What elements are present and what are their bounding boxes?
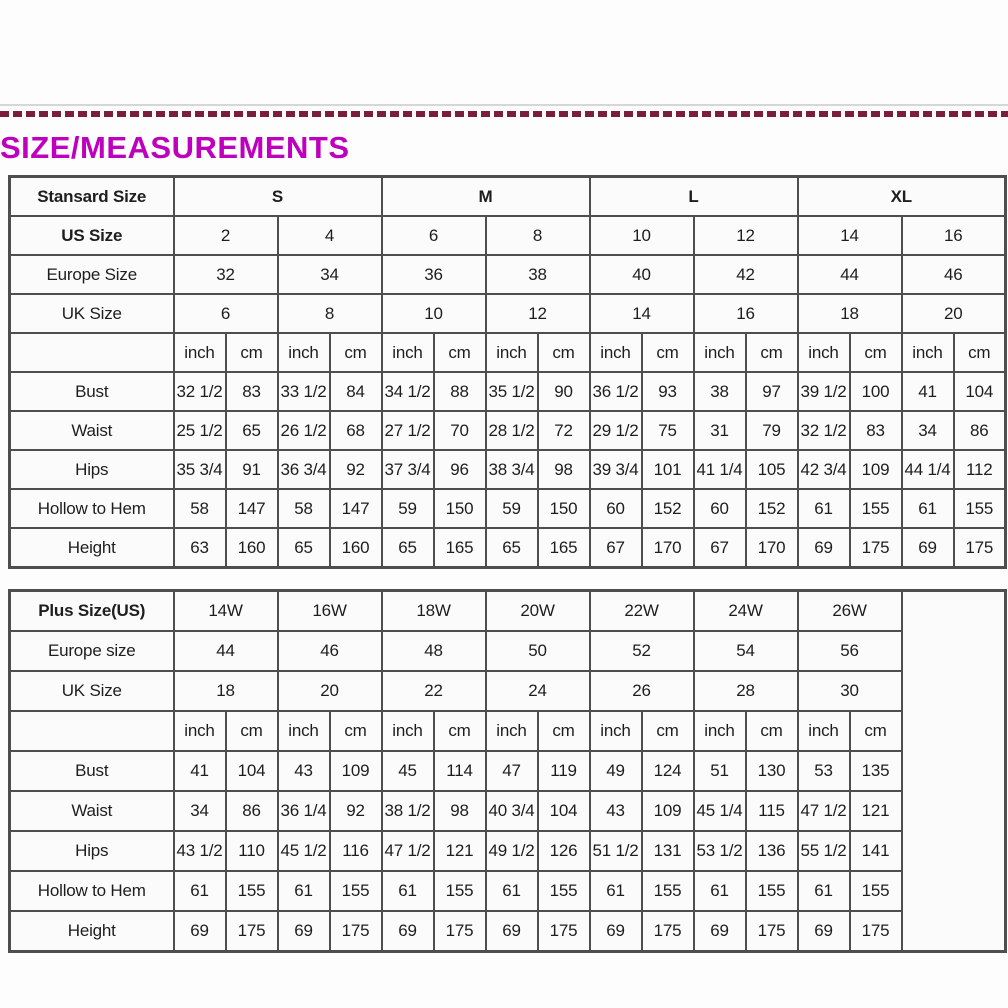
table-cell: 33 1/2: [278, 372, 330, 411]
table-cell: 40 3/4: [486, 791, 538, 831]
table-cell: 14: [798, 216, 902, 255]
table-cell: inch: [798, 333, 850, 372]
table-cell: cm: [226, 711, 278, 751]
table-cell: 68: [330, 411, 382, 450]
table-cell: 65: [226, 411, 278, 450]
table-cell: 109: [850, 450, 902, 489]
table-cell: 8: [278, 294, 382, 333]
table-cell: 92: [330, 450, 382, 489]
page-title: SIZE/MEASUREMENTS: [0, 130, 350, 165]
table-cell: 36 1/2: [590, 372, 642, 411]
table-cell: 60: [590, 489, 642, 528]
table-cell: 150: [538, 489, 590, 528]
table-cell: cm: [642, 333, 694, 372]
table-cell: 119: [538, 751, 590, 791]
table-cell: cm: [746, 711, 798, 751]
table-cell: 110: [226, 831, 278, 871]
table-cell: 61: [798, 871, 850, 911]
row-label: Hips: [10, 450, 174, 489]
table-cell: 8: [486, 216, 590, 255]
table-cell: 32 1/2: [798, 411, 850, 450]
table-cell: 34 1/2: [382, 372, 434, 411]
table-cell: 46: [902, 255, 1006, 294]
table-cell: 147: [330, 489, 382, 528]
table-cell: 155: [434, 871, 486, 911]
table-cell: 54: [694, 631, 798, 671]
table-cell: 38: [486, 255, 590, 294]
table-cell: cm: [330, 711, 382, 751]
table-cell: 4: [278, 216, 382, 255]
plus-size-table: [8, 589, 1007, 953]
table-cell: 42 3/4: [798, 450, 850, 489]
table-cell: 175: [746, 911, 798, 952]
table-cell: 40: [590, 255, 694, 294]
table-cell: 141: [850, 831, 902, 871]
table-row-europe-size: [10, 255, 1006, 294]
table-cell: 135: [850, 751, 902, 791]
table-cell: 155: [850, 871, 902, 911]
table-cell: 18: [798, 294, 902, 333]
table-cell: 61: [382, 871, 434, 911]
table-cell: 47 1/2: [798, 791, 850, 831]
table-cell: 124: [642, 751, 694, 791]
table-cell: 12: [694, 216, 798, 255]
table-cell: 84: [330, 372, 382, 411]
table-gap: [0, 569, 1008, 589]
table-cell: 14: [590, 294, 694, 333]
table-cell: 47: [486, 751, 538, 791]
table-cell: 175: [850, 528, 902, 568]
table-cell: 61: [486, 871, 538, 911]
table-cell: 170: [746, 528, 798, 568]
table-cell: 69: [694, 911, 746, 952]
table-cell: inch: [278, 711, 330, 751]
table-row-bust: [10, 372, 1006, 411]
table-cell: 18: [174, 671, 278, 711]
table-cell: 86: [226, 791, 278, 831]
table-cell: 61: [798, 489, 850, 528]
table-cell: 45 1/2: [278, 831, 330, 871]
table-cell: 43 1/2: [174, 831, 226, 871]
table-cell: 121: [434, 831, 486, 871]
table-cell: 6: [174, 294, 278, 333]
table-cell: 155: [954, 489, 1006, 528]
table-cell: 34: [174, 791, 226, 831]
table-cell: 91: [226, 450, 278, 489]
table-cell: 88: [434, 372, 486, 411]
table-cell: 41: [174, 751, 226, 791]
row-label: Europe Size: [10, 255, 174, 294]
table-row-us-size: [10, 216, 1006, 255]
table-cell: 86: [954, 411, 1006, 450]
table-cell: 65: [278, 528, 330, 568]
table-cell: 24: [486, 671, 590, 711]
table-row-waist: [10, 411, 1006, 450]
table-cell: 130: [746, 751, 798, 791]
table-cell: 61: [694, 871, 746, 911]
table-cell: 38 1/2: [382, 791, 434, 831]
table-cell: 47 1/2: [382, 831, 434, 871]
table-cell: 97: [746, 372, 798, 411]
row-label: Waist: [10, 411, 174, 450]
table-cell: 100: [850, 372, 902, 411]
table-cell: cm: [850, 333, 902, 372]
table-cell: 121: [850, 791, 902, 831]
table-cell: 96: [434, 450, 486, 489]
table-cell: 160: [330, 528, 382, 568]
table-cell: 25 1/2: [174, 411, 226, 450]
table-cell: 31: [694, 411, 746, 450]
table-cell: 56: [798, 631, 902, 671]
table-cell: inch: [902, 333, 954, 372]
table-cell: 115: [746, 791, 798, 831]
table-cell: 18W: [382, 591, 486, 632]
table-cell: 109: [330, 751, 382, 791]
row-label: Waist: [10, 791, 174, 831]
table-cell: 59: [382, 489, 434, 528]
table-cell: 90: [538, 372, 590, 411]
table-row-units: [10, 711, 1006, 751]
table-cell: 155: [642, 871, 694, 911]
table-cell: 35 1/2: [486, 372, 538, 411]
dashed-divider: [0, 111, 1008, 117]
table-cell: 44: [798, 255, 902, 294]
table-cell: 52: [590, 631, 694, 671]
table-cell: cm: [850, 711, 902, 751]
thin-divider: [0, 104, 1008, 106]
table-cell: 51 1/2: [590, 831, 642, 871]
table-cell: 37 3/4: [382, 450, 434, 489]
table-cell: 43: [590, 791, 642, 831]
table-cell: 136: [746, 831, 798, 871]
table-row-height: [10, 911, 1006, 952]
table-cell: 58: [174, 489, 226, 528]
table-cell: 41: [902, 372, 954, 411]
table-cell: inch: [278, 333, 330, 372]
table-cell: 59: [486, 489, 538, 528]
table-cell: 53: [798, 751, 850, 791]
table-cell: 55 1/2: [798, 831, 850, 871]
row-label: Hollow to Hem: [10, 489, 174, 528]
table-cell: 32: [174, 255, 278, 294]
table-cell: inch: [382, 711, 434, 751]
row-label: Stansard Size: [10, 177, 174, 217]
table-cell: 44: [174, 631, 278, 671]
table-row-hips: [10, 450, 1006, 489]
table-cell: L: [590, 177, 798, 217]
table-cell: 79: [746, 411, 798, 450]
table-cell: 26: [590, 671, 694, 711]
table-cell: cm: [746, 333, 798, 372]
table-row-uk-size: [10, 671, 1006, 711]
table-cell: inch: [486, 711, 538, 751]
table-cell: 147: [226, 489, 278, 528]
table-cell: 104: [538, 791, 590, 831]
table-cell: 72: [538, 411, 590, 450]
table-row-hollow-to-hem: [10, 871, 1006, 911]
table-cell: 155: [850, 489, 902, 528]
table-cell: 150: [434, 489, 486, 528]
table-cell: 60: [694, 489, 746, 528]
table-cell: 36 3/4: [278, 450, 330, 489]
table-cell: 155: [330, 871, 382, 911]
table-cell: 175: [538, 911, 590, 952]
table-cell: 53 1/2: [694, 831, 746, 871]
table-cell: 165: [538, 528, 590, 568]
row-label: Hollow to Hem: [10, 871, 174, 911]
table-cell: 28 1/2: [486, 411, 538, 450]
table-cell: 14W: [174, 591, 278, 632]
table-cell: 26W: [798, 591, 902, 632]
table-cell: 175: [850, 911, 902, 952]
table-cell: 160: [226, 528, 278, 568]
row-label: US Size: [10, 216, 174, 255]
table-row-europe-size: [10, 631, 1006, 671]
table-cell: inch: [694, 333, 746, 372]
table-cell: XL: [798, 177, 1006, 217]
row-label: Bust: [10, 372, 174, 411]
table-cell: 104: [226, 751, 278, 791]
table-cell: 16W: [278, 591, 382, 632]
table-row-height: [10, 528, 1006, 568]
row-label: Europe size: [10, 631, 174, 671]
table-cell: 69: [174, 911, 226, 952]
table-cell: 92: [330, 791, 382, 831]
row-label: [10, 711, 174, 751]
table-cell: 22W: [590, 591, 694, 632]
table-cell: 101: [642, 450, 694, 489]
table-cell: 61: [278, 871, 330, 911]
table-cell: 36: [382, 255, 486, 294]
table-cell: 29 1/2: [590, 411, 642, 450]
table-cell: 46: [278, 631, 382, 671]
table-cell: 63: [174, 528, 226, 568]
table-cell: 58: [278, 489, 330, 528]
table-row-stansard-size: [10, 177, 1006, 217]
table-row-waist: [10, 791, 1006, 831]
table-cell: 61: [590, 871, 642, 911]
table-cell: 114: [434, 751, 486, 791]
table-cell: 105: [746, 450, 798, 489]
table-cell: 83: [850, 411, 902, 450]
table-row-hollow-to-hem: [10, 489, 1006, 528]
table-cell: 69: [798, 911, 850, 952]
table-cell: 10: [382, 294, 486, 333]
table-cell: 20: [278, 671, 382, 711]
table-cell: 48: [382, 631, 486, 671]
table-cell: cm: [226, 333, 278, 372]
table-cell: 43: [278, 751, 330, 791]
table-cell: 69: [278, 911, 330, 952]
table-cell: 65: [486, 528, 538, 568]
table-cell: 39 3/4: [590, 450, 642, 489]
table-row-hips: [10, 831, 1006, 871]
table-cell: 50: [486, 631, 590, 671]
row-label: Hips: [10, 831, 174, 871]
table-cell: 75: [642, 411, 694, 450]
standard-size-table: [8, 175, 1007, 569]
table-cell: 109: [642, 791, 694, 831]
table-cell: inch: [590, 333, 642, 372]
table-cell: cm: [642, 711, 694, 751]
table-cell: 67: [590, 528, 642, 568]
table-cell: 112: [954, 450, 1006, 489]
table-cell: 49 1/2: [486, 831, 538, 871]
table-cell: inch: [694, 711, 746, 751]
row-label: Plus Size(US): [10, 591, 174, 632]
table-row-units: [10, 333, 1006, 372]
row-label: Height: [10, 911, 174, 952]
table-cell: 45: [382, 751, 434, 791]
table-cell: 36 1/4: [278, 791, 330, 831]
table-cell: 34: [278, 255, 382, 294]
table-cell: 26 1/2: [278, 411, 330, 450]
table-cell: 69: [590, 911, 642, 952]
top-whitespace: [0, 0, 1008, 104]
table-cell: 69: [798, 528, 850, 568]
table-cell: 44 1/4: [902, 450, 954, 489]
table-cell: 16: [694, 294, 798, 333]
table-cell: 27 1/2: [382, 411, 434, 450]
table-cell: 45 1/4: [694, 791, 746, 831]
row-label: UK Size: [10, 294, 174, 333]
table-cell: inch: [590, 711, 642, 751]
table-cell: cm: [434, 711, 486, 751]
table-cell: 165: [434, 528, 486, 568]
table-cell: 42: [694, 255, 798, 294]
table-cell: 155: [538, 871, 590, 911]
table-cell: 6: [382, 216, 486, 255]
table-cell: 175: [226, 911, 278, 952]
table-cell: 175: [434, 911, 486, 952]
table-cell: 93: [642, 372, 694, 411]
table-cell: 175: [330, 911, 382, 952]
table-cell: 35 3/4: [174, 450, 226, 489]
table-cell: 116: [330, 831, 382, 871]
table-cell: inch: [382, 333, 434, 372]
row-label: UK Size: [10, 671, 174, 711]
table-cell: 69: [902, 528, 954, 568]
table-cell: 22: [382, 671, 486, 711]
table-cell: 131: [642, 831, 694, 871]
table-cell: inch: [798, 711, 850, 751]
table-row-bust: [10, 751, 1006, 791]
row-label: Bust: [10, 751, 174, 791]
table-cell: M: [382, 177, 590, 217]
table-cell: 126: [538, 831, 590, 871]
table-cell: 51: [694, 751, 746, 791]
table-cell: 2: [174, 216, 278, 255]
table-cell: 30: [798, 671, 902, 711]
table-cell: cm: [538, 333, 590, 372]
row-label: Height: [10, 528, 174, 568]
table-cell: 28: [694, 671, 798, 711]
table-cell: S: [174, 177, 382, 217]
table-cell: inch: [174, 711, 226, 751]
table-cell: 10: [590, 216, 694, 255]
table-cell: cm: [538, 711, 590, 751]
table-cell: 12: [486, 294, 590, 333]
table-cell: 20W: [486, 591, 590, 632]
table-cell: 61: [174, 871, 226, 911]
table-cell: 155: [226, 871, 278, 911]
table-cell: 83: [226, 372, 278, 411]
table-cell: 32 1/2: [174, 372, 226, 411]
table-cell: 152: [746, 489, 798, 528]
table-cell: 67: [694, 528, 746, 568]
table-cell: 170: [642, 528, 694, 568]
empty-cell: [902, 591, 1006, 952]
table-row-uk-size: [10, 294, 1006, 333]
table-cell: 175: [954, 528, 1006, 568]
table-cell: inch: [486, 333, 538, 372]
table-cell: 61: [902, 489, 954, 528]
table-cell: 39 1/2: [798, 372, 850, 411]
table-cell: 41 1/4: [694, 450, 746, 489]
table-row-plus-size-us-: [10, 591, 1006, 632]
table-cell: 34: [902, 411, 954, 450]
table-cell: cm: [330, 333, 382, 372]
table-cell: 70: [434, 411, 486, 450]
table-cell: 38 3/4: [486, 450, 538, 489]
table-cell: 104: [954, 372, 1006, 411]
table-cell: 152: [642, 489, 694, 528]
table-cell: 49: [590, 751, 642, 791]
table-cell: 20: [902, 294, 1006, 333]
table-cell: 155: [746, 871, 798, 911]
table-cell: 175: [642, 911, 694, 952]
table-cell: cm: [954, 333, 1006, 372]
table-cell: inch: [174, 333, 226, 372]
table-cell: 16: [902, 216, 1006, 255]
table-cell: cm: [434, 333, 486, 372]
table-cell: 69: [382, 911, 434, 952]
table-cell: 65: [382, 528, 434, 568]
table-cell: 38: [694, 372, 746, 411]
table-cell: 24W: [694, 591, 798, 632]
table-cell: 69: [486, 911, 538, 952]
table-cell: 98: [434, 791, 486, 831]
table-cell: 98: [538, 450, 590, 489]
row-label: [10, 333, 174, 372]
